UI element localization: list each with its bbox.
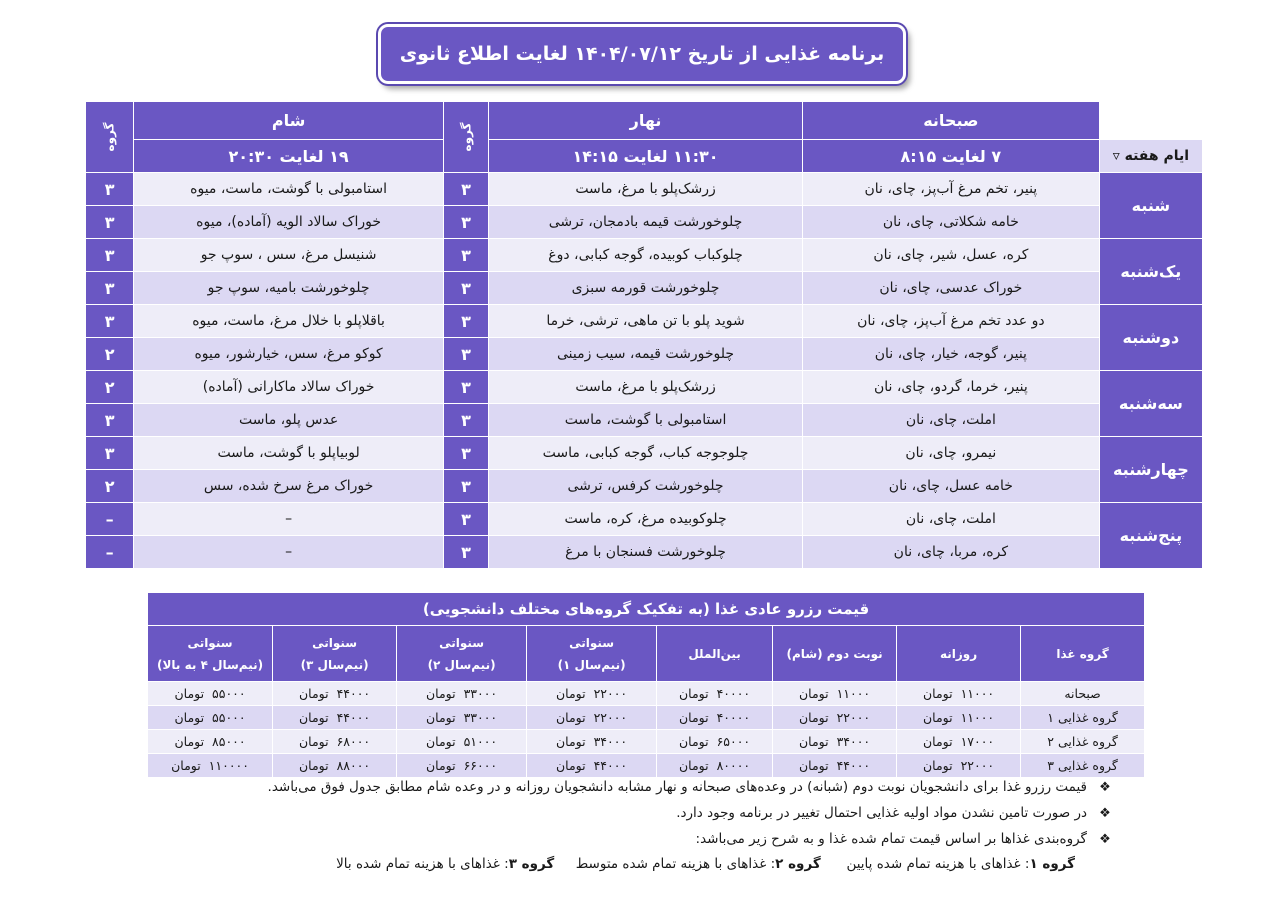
lunch-time: ۱۱:۳۰ لغایت ۱۴:۱۵: [489, 140, 803, 173]
price-cell: [397, 682, 527, 706]
price-value: ۳۳۰۰۰: [463, 710, 498, 725]
price-value: ۴۴۰۰۰: [336, 710, 371, 725]
lunch-group: ۳: [444, 503, 489, 536]
group-1-label: گروه ۱: [1029, 856, 1075, 872]
price-value: ۱۱۰۰۰۰: [208, 758, 249, 773]
price-cell: [773, 706, 897, 730]
price-value: ۲۲۰۰۰: [593, 686, 628, 701]
groups-legend: [180, 856, 1075, 872]
column-header-line2: (نیم‌سال ۳): [300, 657, 369, 672]
price-column-header: [273, 626, 397, 682]
currency-label: تومان: [426, 758, 456, 773]
lunch-item: چلوکوبیده مرغ، کره، ماست: [489, 503, 803, 536]
price-cell: [657, 706, 773, 730]
lunch-item: زرشک‌پلو با مرغ، ماست: [489, 371, 803, 404]
price-value: ۵۵۰۰۰: [212, 686, 246, 701]
breakfast-item: کره، مربا، چای، نان: [802, 536, 1099, 569]
lunch-group-header: گروه: [444, 102, 489, 173]
price-cell: [657, 730, 773, 754]
currency-label: تومان: [923, 686, 953, 701]
menu-row: [86, 305, 1203, 338]
price-row: [148, 730, 1145, 754]
breakfast-header: صبحانه: [802, 102, 1099, 140]
price-column-header: [148, 626, 273, 682]
dinner-item: –: [134, 503, 444, 536]
menu-row: [86, 371, 1203, 404]
price-cell: [527, 730, 657, 754]
days-header: ایام هفته ▿: [1099, 140, 1202, 173]
dinner-item: خوراک سالاد الویه (آماده)، میوه: [134, 206, 444, 239]
breakfast-item: پنیر، خرما، گردو، چای، نان: [802, 371, 1099, 404]
column-header-line2: (نیم‌سال ۲): [427, 657, 496, 672]
price-cell: [897, 706, 1021, 730]
price-value: ۲۲۰۰۰: [836, 710, 871, 725]
chevron-down-icon: ▿: [1112, 148, 1120, 164]
dinner-time: ۱۹ لغایت ۲۰:۳۰: [134, 140, 444, 173]
price-cell: [527, 706, 657, 730]
breakfast-item: خامه شکلاتی، چای، نان: [802, 206, 1099, 239]
breakfast-item: خامه عسل، چای، نان: [802, 470, 1099, 503]
lunch-group: ۳: [444, 338, 489, 371]
bullet-diamond-icon: ❖: [1099, 779, 1111, 795]
dinner-item: عدس پلو، ماست: [134, 404, 444, 437]
breakfast-item: دو عدد تخم مرغ آب‌پز، چای، نان: [802, 305, 1099, 338]
breakfast-item: نیمرو، چای، نان: [802, 437, 1099, 470]
price-row-label: گروه غذایی ۱: [1021, 706, 1145, 730]
currency-label: تومان: [799, 758, 829, 773]
note-text: گروه‌بندی غذاها بر اساس قیمت تمام شده غذا و به شرح زیر می‌باشد:: [695, 831, 1087, 847]
breakfast-time: ۷ لغایت ۸:۱۵: [802, 140, 1099, 173]
price-cell: [273, 706, 397, 730]
currency-label: تومان: [299, 686, 329, 701]
currency-label: تومان: [923, 758, 953, 773]
day-name: چهارشنبه: [1099, 437, 1202, 503]
currency-label: تومان: [799, 686, 829, 701]
price-row: [148, 682, 1145, 706]
price-value: ۴۴۰۰۰: [593, 758, 628, 773]
page-title-banner: [378, 24, 906, 84]
dinner-item: کوکو مرغ، سس، خیارشور، میوه: [134, 338, 444, 371]
dinner-group: ۳: [86, 173, 134, 206]
dinner-item: باقلاپلو با خلال مرغ، ماست، میوه: [134, 305, 444, 338]
currency-label: تومان: [556, 758, 586, 773]
note-text: در صورت تامین نشدن مواد اولیه غذایی احتمال تغییر در برنامه وجود دارد.: [676, 805, 1087, 821]
lunch-group: ۳: [444, 305, 489, 338]
price-cell: [148, 730, 273, 754]
dinner-item: –: [134, 536, 444, 569]
currency-label: تومان: [426, 686, 456, 701]
menu-row: [86, 536, 1203, 569]
currency-label: تومان: [679, 758, 709, 773]
price-value: ۱۱۰۰۰: [836, 686, 871, 701]
price-cell: [657, 682, 773, 706]
lunch-group: ۳: [444, 437, 489, 470]
dinner-item: شنیسل مرغ، سس ، سوپ جو: [134, 239, 444, 272]
menu-row: [86, 173, 1203, 206]
currency-label: تومان: [426, 734, 456, 749]
group-1-desc: : غذاهای با هزینه تمام شده پایین: [846, 856, 1030, 872]
column-header-line1: نوبت دوم (شام): [786, 646, 883, 661]
price-column-header: [897, 626, 1021, 682]
dinner-item: خوراک مرغ سرخ شده، سس: [134, 470, 444, 503]
day-name: سه‌شنبه: [1099, 371, 1202, 437]
currency-label: تومان: [799, 734, 829, 749]
price-value: ۳۳۰۰۰: [463, 686, 498, 701]
price-value: ۴۴۰۰۰: [336, 686, 371, 701]
price-value: ۸۰۰۰۰: [716, 758, 751, 773]
lunch-group: ۳: [444, 173, 489, 206]
lunch-group: ۳: [444, 536, 489, 569]
currency-label: تومان: [679, 686, 709, 701]
price-cell: [897, 682, 1021, 706]
price-value: ۱۷۰۰۰: [960, 734, 995, 749]
price-row-label: صبحانه: [1021, 682, 1145, 706]
lunch-group: ۳: [444, 470, 489, 503]
currency-label: تومان: [556, 710, 586, 725]
price-value: ۴۴۰۰۰: [836, 758, 871, 773]
price-value: ۳۴۰۰۰: [836, 734, 871, 749]
lunch-header: نهار: [489, 102, 803, 140]
dinner-group: –: [86, 503, 134, 536]
lunch-group: ۳: [444, 206, 489, 239]
lunch-item: چلوخورشت کرفس، ترشی: [489, 470, 803, 503]
note-text: قیمت رزرو غذا برای دانشجویان نوبت دوم (شبانه) در وعده‌های صبحانه و نهار مشابه دانشجویان روزانه و در وعده شام مطابق جدول فوق می‌باشد.: [267, 779, 1087, 795]
price-cell: [527, 682, 657, 706]
note-item: [150, 774, 1115, 800]
price-value: ۵۵۰۰۰: [212, 710, 246, 725]
currency-label: تومان: [679, 710, 709, 725]
currency-label: تومان: [299, 734, 329, 749]
menu-row: [86, 239, 1203, 272]
price-cell: [397, 706, 527, 730]
breakfast-item: املت، چای، نان: [802, 503, 1099, 536]
currency-label: تومان: [799, 710, 829, 725]
dinner-header: شام: [134, 102, 444, 140]
dinner-group-header: گروه: [86, 102, 134, 173]
dinner-item: چلوخورشت بامیه، سوپ جو: [134, 272, 444, 305]
dinner-group: ۳: [86, 239, 134, 272]
price-cell: [897, 730, 1021, 754]
column-header-line2: (نیم‌سال ۱): [557, 657, 626, 672]
price-value: ۶۵۰۰۰: [716, 734, 751, 749]
lunch-item: چلوخورشت قورمه سبزی: [489, 272, 803, 305]
breakfast-item: املت، چای، نان: [802, 404, 1099, 437]
lunch-item: چلوخورشت قیمه بادمجان، ترشی: [489, 206, 803, 239]
lunch-group: ۳: [444, 239, 489, 272]
day-name: یک‌شنبه: [1099, 239, 1202, 305]
page-title: برنامه غذایی از تاریخ ۱۴۰۴/۰۷/۱۲ لغایت اطلاع ثانوی: [399, 43, 885, 65]
dinner-group: ۲: [86, 470, 134, 503]
dinner-item: لوبیاپلو با گوشت، ماست: [134, 437, 444, 470]
column-header-line1: سنواتی: [312, 635, 358, 650]
group-2-label: گروه ۲: [775, 856, 821, 872]
group-3-desc: : غذاهای با هزینه تمام شده بالا: [336, 856, 509, 872]
breakfast-item: کره، عسل، شیر، چای، نان: [802, 239, 1099, 272]
bullet-diamond-icon: ❖: [1099, 805, 1111, 821]
dinner-group: –: [86, 536, 134, 569]
price-value: ۴۰۰۰۰: [716, 710, 751, 725]
price-row-label: گروه غذایی ۲: [1021, 730, 1145, 754]
price-column-header: [397, 626, 527, 682]
menu-row: [86, 503, 1203, 536]
price-row: [148, 706, 1145, 730]
price-cell: [397, 730, 527, 754]
price-cell: [148, 706, 273, 730]
currency-label: تومان: [679, 734, 709, 749]
menu-row: [86, 404, 1203, 437]
currency-label: تومان: [174, 710, 205, 725]
days-header-spacer: [1099, 102, 1202, 140]
menu-row: [86, 272, 1203, 305]
price-value: ۲۲۰۰۰: [960, 758, 995, 773]
bullet-diamond-icon: ❖: [1099, 831, 1111, 847]
weekly-menu-table: [85, 101, 1203, 569]
lunch-item: چلوخورشت قیمه، سیب زمینی: [489, 338, 803, 371]
price-cell: [273, 730, 397, 754]
breakfast-item: خوراک عدسی، چای، نان: [802, 272, 1099, 305]
currency-label: تومان: [299, 758, 329, 773]
currency-label: تومان: [174, 686, 205, 701]
column-header-line1: سنواتی: [439, 635, 485, 650]
price-cell: [773, 682, 897, 706]
currency-label: تومان: [426, 710, 456, 725]
price-value: ۶۸۰۰۰: [336, 734, 371, 749]
column-header-line1: بین‌الملل: [688, 646, 741, 661]
price-cell: [773, 730, 897, 754]
day-name: شنبه: [1099, 173, 1202, 239]
dinner-group: ۳: [86, 437, 134, 470]
menu-row: [86, 470, 1203, 503]
dinner-group: ۳: [86, 206, 134, 239]
dinner-item: خوراک سالاد ماکارانی (آماده): [134, 371, 444, 404]
price-table-title: قیمت رزرو عادی غذا (به تفکیک گروه‌های مختلف دانشجویی): [148, 593, 1145, 626]
currency-label: تومان: [174, 734, 205, 749]
dinner-group: ۳: [86, 404, 134, 437]
lunch-item: چلوجوجه کباب، گوجه کبابی، ماست: [489, 437, 803, 470]
lunch-item: زرشک‌پلو با مرغ، ماست: [489, 173, 803, 206]
price-row-label: گروه غذایی ۳: [1021, 754, 1145, 778]
price-value: ۱۱۰۰۰: [960, 686, 995, 701]
dinner-group: ۳: [86, 305, 134, 338]
column-header-line2: (نیم‌سال ۴ به بالا): [156, 657, 264, 672]
price-value: ۳۴۰۰۰: [593, 734, 628, 749]
currency-label: تومان: [923, 710, 953, 725]
group-3-label: گروه ۳: [508, 856, 555, 872]
price-cell: [148, 682, 273, 706]
price-cell: [273, 682, 397, 706]
breakfast-item: پنیر، گوجه، خیار، چای، نان: [802, 338, 1099, 371]
price-table: [147, 592, 1145, 778]
currency-label: تومان: [923, 734, 953, 749]
column-header-line1: روزانه: [939, 646, 978, 661]
price-value: ۴۰۰۰۰: [716, 686, 751, 701]
price-value: ۸۵۰۰۰: [212, 734, 246, 749]
lunch-group: ۳: [444, 272, 489, 305]
dinner-group: ۲: [86, 371, 134, 404]
column-header-line1: سنواتی: [187, 635, 233, 650]
menu-row: [86, 338, 1203, 371]
currency-label: تومان: [171, 758, 201, 773]
breakfast-item: پنیر، تخم مرغ آب‌پز، چای، نان: [802, 173, 1099, 206]
price-value: ۸۸۰۰۰: [336, 758, 371, 773]
group-2-desc: : غذاهای با هزینه تمام شده متوسط: [575, 856, 776, 872]
day-name: دوشنبه: [1099, 305, 1202, 371]
dinner-item: استامبولی با گوشت، ماست، میوه: [134, 173, 444, 206]
lunch-item: چلوخورشت فسنجان با مرغ: [489, 536, 803, 569]
day-name: پنج‌شنبه: [1099, 503, 1202, 569]
price-column-header: [1021, 626, 1145, 682]
price-value: ۶۶۰۰۰: [463, 758, 498, 773]
price-column-header: [773, 626, 897, 682]
notes-list: [150, 774, 1115, 852]
lunch-group: ۳: [444, 371, 489, 404]
price-column-header: [527, 626, 657, 682]
lunch-group: ۳: [444, 404, 489, 437]
lunch-item: استامبولی با گوشت، ماست: [489, 404, 803, 437]
note-item: [150, 800, 1115, 826]
dinner-group: ۲: [86, 338, 134, 371]
currency-label: تومان: [299, 710, 329, 725]
price-value: ۲۲۰۰۰: [593, 710, 628, 725]
lunch-item: چلوکباب کوبیده، گوجه کبابی، دوغ: [489, 239, 803, 272]
menu-row: [86, 437, 1203, 470]
currency-label: تومان: [556, 686, 586, 701]
lunch-item: شوید پلو با تن ماهی، ترشی، خرما: [489, 305, 803, 338]
column-header-line1: گروه غذا: [1056, 646, 1109, 661]
menu-row: [86, 206, 1203, 239]
price-column-header: [657, 626, 773, 682]
price-value: ۱۱۰۰۰: [960, 710, 995, 725]
column-header-line1: سنواتی: [569, 635, 615, 650]
price-value: ۵۱۰۰۰: [463, 734, 498, 749]
dinner-group: ۳: [86, 272, 134, 305]
note-item: [150, 826, 1115, 852]
currency-label: تومان: [556, 734, 586, 749]
